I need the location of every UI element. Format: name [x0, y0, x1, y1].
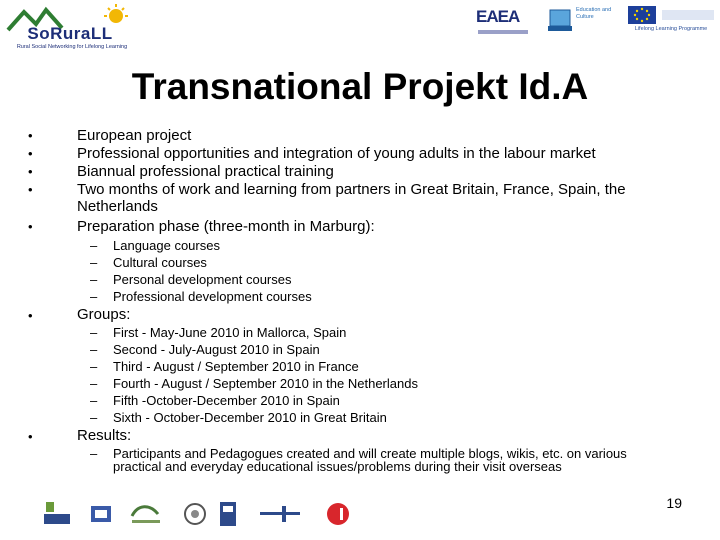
preparation-item: Cultural courses — [113, 255, 207, 270]
dash-marker: – — [90, 393, 98, 408]
partner-logo-4 — [184, 502, 206, 526]
group-item: First - May-June 2010 in Mallorca, Spain — [113, 325, 347, 340]
results-text: Participants and Pedagogues created and will create multiple blogs, wikis, etc. on various — [113, 446, 627, 461]
eaea-logo-underline — [478, 30, 528, 34]
partner-logo-2 — [90, 502, 112, 526]
bullet-marker: • — [28, 182, 33, 197]
bullet-marker: • — [28, 219, 33, 234]
bullet-text: Biannual professional practical training — [77, 163, 334, 180]
results-label: Results: — [77, 427, 132, 444]
group-item: Sixth - October-December 2010 in Great Britain — [113, 410, 387, 425]
dash-marker: – — [90, 342, 98, 357]
bullet-marker: • — [28, 128, 33, 143]
bullet-marker: • — [28, 164, 33, 179]
page-number: 19 — [666, 495, 682, 511]
preparation-item: Personal development courses — [113, 272, 292, 287]
dash-marker: – — [90, 410, 98, 425]
dash-marker: – — [90, 359, 98, 374]
partner-logo-7 — [326, 502, 350, 526]
bullet-text-continuation: Netherlands — [77, 198, 158, 215]
lifelong-learning-logo-text: Lifelong Learning Programme — [634, 26, 708, 32]
lifelong-learning-logo — [626, 4, 716, 34]
eaea-logo — [470, 4, 536, 40]
bullet-marker: • — [28, 429, 33, 444]
education-culture-logo-text: Education and Culture — [576, 7, 612, 20]
bullet-marker: • — [28, 308, 33, 323]
education-culture-logo — [548, 4, 612, 40]
sorurall-logo — [2, 2, 138, 56]
group-item: Fourth - August / September 2010 in the Netherlands — [113, 376, 418, 391]
dash-marker: – — [90, 446, 98, 461]
partner-logo-5 — [218, 502, 238, 526]
dash-marker: – — [90, 376, 98, 391]
group-item: Second - July-August 2010 in Spain — [113, 342, 320, 357]
dash-marker: – — [90, 238, 98, 253]
partner-logo-cti — [42, 502, 72, 526]
dash-marker: – — [90, 272, 98, 287]
groups-label: Groups: — [77, 306, 131, 323]
dash-marker: – — [90, 255, 98, 270]
dash-marker: – — [90, 289, 98, 304]
group-item: Fifth -October-December 2010 in Spain — [113, 393, 340, 408]
sorurall-logo-tagline: Rural Social Networking for Lifelong Learning — [16, 44, 128, 50]
eaea-logo-text: EAEA — [476, 7, 520, 26]
preparation-item: Professional development courses — [113, 289, 312, 304]
bullet-text: Professional opportunities and integration of young adults in the labour market — [77, 145, 596, 162]
preparation-item: Language courses — [113, 238, 220, 253]
slide-title: Transnational Projekt Id.A — [131, 66, 589, 107]
bullet-text: Preparation phase (three-month in Marburg): — [77, 218, 375, 235]
partner-logo-3 — [128, 502, 164, 526]
dash-marker: – — [90, 325, 98, 340]
results-text-continuation: practical and everyday educational issues/problems during their visit overseas — [113, 459, 562, 474]
partner-logo-6 — [258, 502, 302, 526]
group-item: Third - August / September 2010 in France — [113, 359, 359, 374]
bullet-text: European project — [77, 127, 192, 144]
bullet-marker: • — [28, 146, 33, 161]
sorurall-logo-name: SoRuraLL — [27, 24, 113, 43]
bullet-text: Two months of work and learning from partners in Great Britain, France, Spain, the — [77, 181, 626, 198]
